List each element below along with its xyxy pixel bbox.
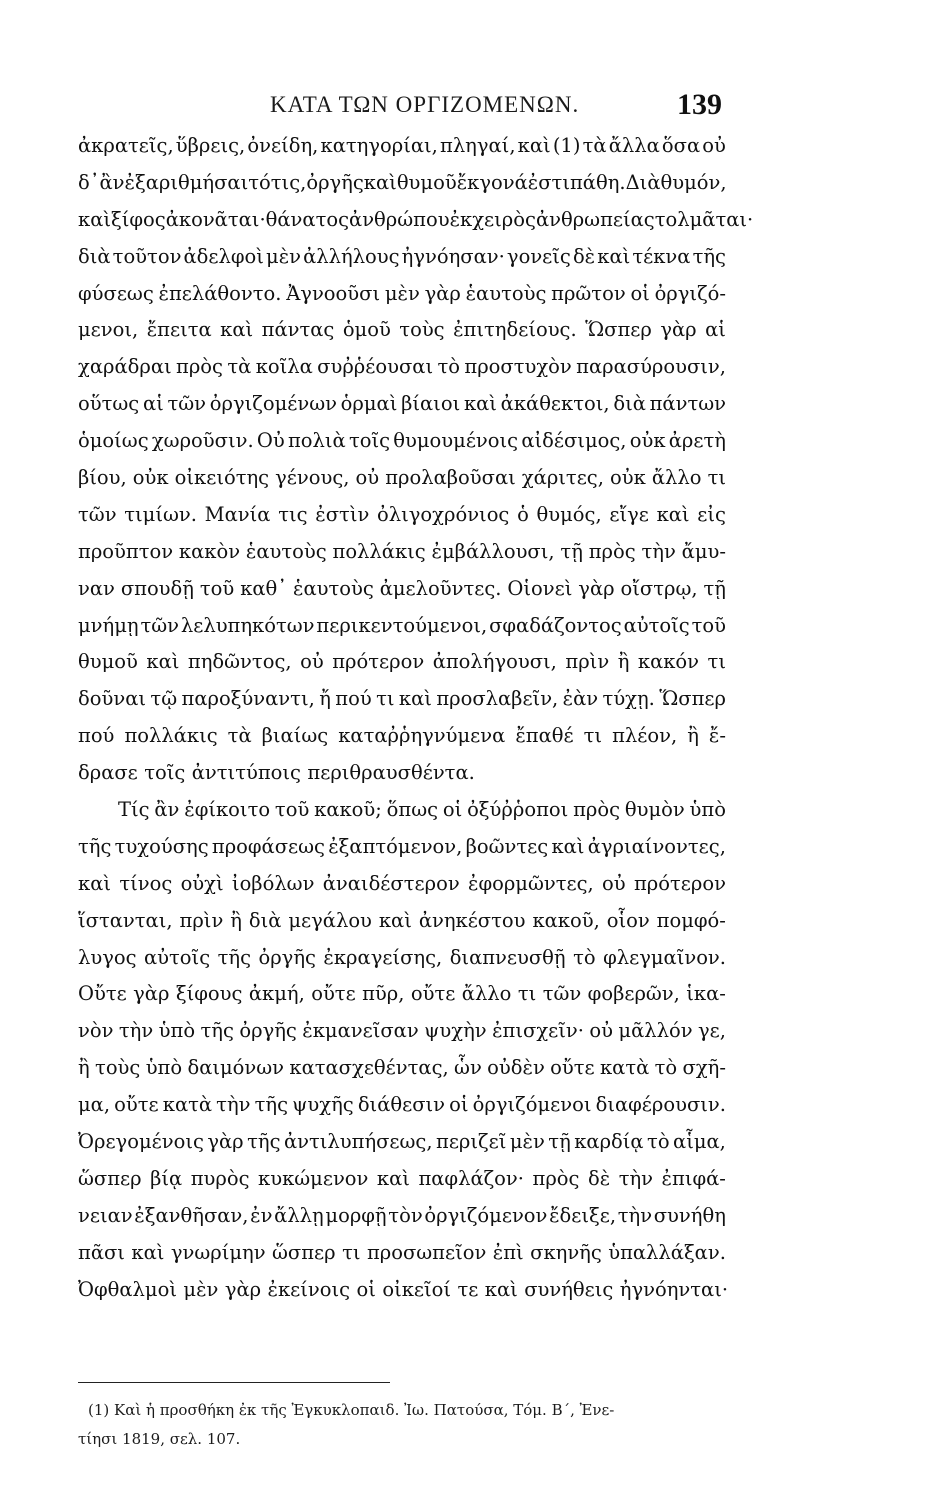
text-line: προῦπτον κακὸν ἑαυτοὺς πολλάκις ἐμβάλλουσι, τῇ πρὸς τὴν ἄμυ- [78,539,726,563]
text-line: νὸν τὴν ὑπὸ τῆς ὀργῆς ἐκμανεῖσαν ψυχὴν ἐπισχεῖν· οὐ μᾶλλόν γε, [78,1019,726,1043]
text-line: τῶν τιμίων. Μανία τις ἐστὶν ὀλιγοχρόνιος ὁ θυμός, εἴγε καὶ εἰς [78,502,726,526]
footnote-line: τίησι 1819, σελ. 107. [78,1430,241,1448]
text-line: ὁμοίως χωροῦσιν. Οὐ πολιὰ τοῖς θυμουμένοις αἰδέσιμος, οὐκ ἀρετὴ [78,429,726,453]
text-line: ὥσπερ βίᾳ πυρὸς κυκώμενον καὶ παφλάζον· πρὸς δὲ τὴν ἐπιφά- [78,1166,726,1190]
text-line: δοῦναι τῷ παροξύναντι, ἤ πού τι καὶ προσλαβεῖν, ἐὰν τύχῃ. Ὥσπερ [78,687,726,711]
text-line: λυγος αὐτοῖς τῆς ὀργῆς ἐκραγείσης, διαπνευσθῇ τὸ φλεγμαῖνον. [78,945,726,969]
text-line: διὰ τοῦτον ἀδελφοὶ μὲν ἀλλήλους ἠγνόησαν· γονεῖς δὲ καὶ τέκνα τῆς [78,244,726,268]
text-line: Ὀρεγομένοις γὰρ τῆς ἀντιλυπήσεως, περιζεῖ μὲν τῇ καρδίᾳ τὸ αἷμα, [78,1130,726,1154]
text-line: δρασε τοῖς ἀντιτύποις περιθραυσθέντα. [78,761,475,785]
text-line: τῆς τυχούσης προφάσεως ἐξαπτόμενον, βοῶντες καὶ ἀγριαίνοντες, [78,834,726,858]
footnote-rule [78,1382,390,1383]
text-line: ἢ τοὺς ὑπὸ δαιμόνων κατασχεθέντας, ὧν οὐδὲν οὔτε κατὰ τὸ σχῆ- [78,1056,726,1080]
footnote-line: (1) Καὶ ἡ προσθήκη ἐκ τῆς Ἐγκυκλοπαιδ. Ἰω. Πατούσα, Τόμ. Β΄, Ἐνε- [88,1401,615,1419]
text-line: ἀκρατεῖς, ὕβρεις, ὀνείδη, κατηγορίαι, πληγαί, καὶ (1) τὰ ἄλλα ὅσα οὐ [78,134,726,157]
text-line: μα, οὔτε κατὰ τὴν τῆς ψυχῆς διάθεσιν οἱ ὀργιζόμενοι διαφέρουσιν. [78,1093,726,1117]
text-line: πᾶσι καὶ γνωρίμην ὥσπερ τι προσωπεῖον ἐπὶ σκηνῆς ὑπαλλάξαν. [78,1240,726,1264]
text-line: χαράδραι πρὸς τὰ κοῖλα συῤῥέουσαι τὸ προστυχὸν παρασύρουσιν, [78,355,726,379]
text-line: δ᾽ ἂν ἐξαριθμήσαιτό τις, ὀργῆς καὶ θυμοῦ ἔκγονά ἐστι πάθη. Διὰ θυμόν, [78,170,727,194]
text-line: πού πολλάκις τὰ βιαίως καταῤῥηγνύμενα ἔπαθέ τι πλέον, ἢ ἔ- [78,724,726,748]
text-line: βίου, οὐκ οἰκειότης γένους, οὐ προλαβοῦσαι χάριτες, οὐκ ἄλλο τι [78,466,726,490]
text-line: φύσεως ἐπελάθοντο. Ἀγνοοῦσι μὲν γὰρ ἑαυτοὺς πρῶτον οἱ ὀργιζό- [78,281,726,305]
text-line: καὶ τίνος οὐχὶ ἰοβόλων ἀναιδέστερον ἐφορμῶντες, οὐ πρότερον [78,871,726,895]
text-line: ναν σπουδῇ τοῦ καθ᾽ ἑαυτοὺς ἀμελοῦντες. Οἱονεὶ γὰρ οἴστρῳ, τῇ [78,576,726,600]
text-line: θυμοῦ καὶ πηδῶντος, οὐ πρότερον ἀπολήγουσι, πρὶν ἢ κακόν τι [78,650,726,674]
text-line: καὶ ξίφος ἀκονᾶται· θάνατος ἀνθρώπου ἐκ χειρὸς ἀνθρωπείας τολμᾶται· [78,207,754,231]
text-line: μνήμῃ τῶν λελυπηκότων περικεντούμενοι, σφαδάζοντος αὐτοῖς τοῦ [78,613,726,637]
text-line: Ὀφθαλμοὶ μὲν γὰρ ἐκείνοις οἱ οἰκεῖοί τε καὶ συνήθεις ἠγνόηνται· [78,1277,729,1301]
main-text [78,128,754,1309]
text-line: μενοι, ἔπειτα καὶ πάντας ὁμοῦ τοὺς ἐπιτηδείους. Ὥσπερ γὰρ αἱ [78,318,726,342]
running-head: ΚΑΤΑ ΤΩΝ ΟΡΓΙΖΟΜΕΝΩΝ. [270,92,580,117]
text-line: ἵστανται, πρὶν ἢ διὰ μεγάλου καὶ ἀνηκέστου κακοῦ, οἷον πομφό- [78,908,726,932]
text-line: Τίς ἂν ἐφίκοιτο τοῦ κακοῦ; ὅπως οἱ ὀξύῤῥοποι πρὸς θυμὸν ὑπὸ [118,798,726,822]
page-header [270,88,730,132]
text-line: νειαν ἐξανθῆσαν, ἐν ἄλλῃ μορφῇ τὸν ὀργιζόμενον ἔδειξε, τὴν συνήθη [78,1203,726,1227]
footnote [78,1396,726,1454]
page-number: 139 [677,88,722,121]
text-line: Οὔτε γὰρ ξίφους ἀκμή, οὔτε πῦρ, οὔτε ἄλλο τι τῶν φοβερῶν, ἱκα- [78,982,726,1006]
text-line: οὕτως αἱ τῶν ὀργιζομένων ὁρμαὶ βίαιοι καὶ ἀκάθεκτοι, διὰ πάντων [78,392,726,416]
